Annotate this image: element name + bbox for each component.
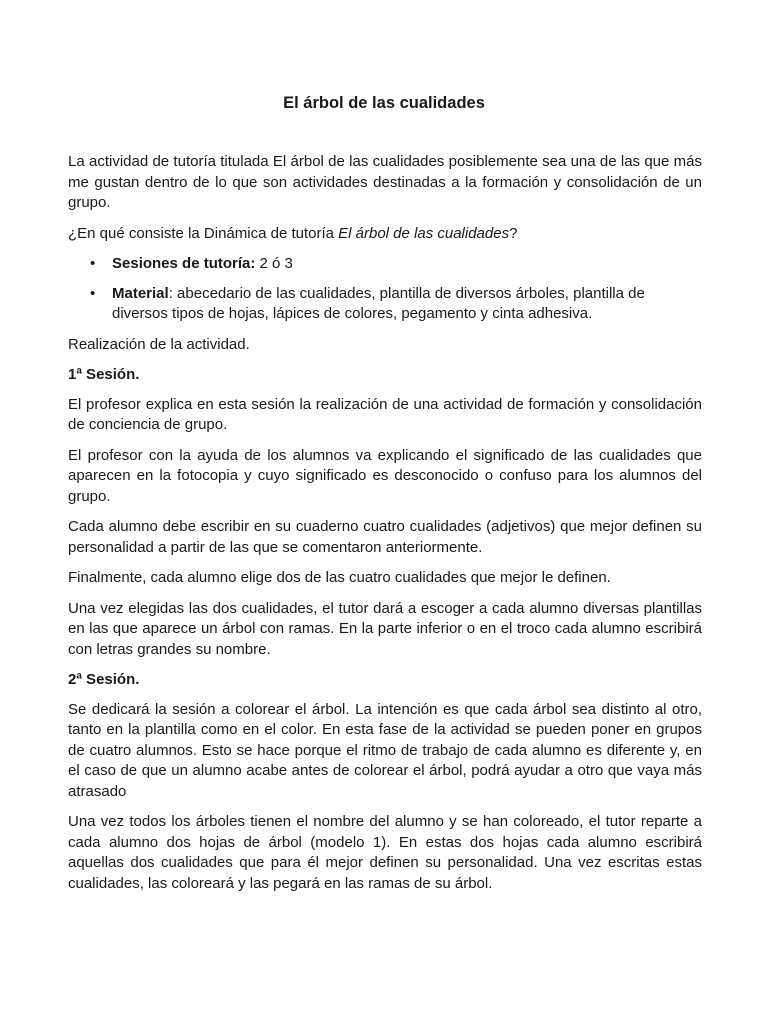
session-2-paragraph: Una vez todos los árboles tienen el nombre del alumno y se han coloreado, el tutor reparte a cada alumno dos hojas de árbol (modelo 1). En estas dos hojas cada alumno escribirá aquellas dos cualidades que para él mejor definen su personalidad. Una vez escritas estas cualidades, las coloreará y las pegará en las ramas de su árbol. [68, 813, 702, 892]
bullet-label: Material [112, 284, 169, 302]
session-1-paragraph: El profesor con la ayuda de los alumnos va explicando el significado de las cualidades que aparecen en la fotocopia y cuyo significado es desconocido o confuso para los alumnos del grupo. [68, 446, 702, 505]
session-1-paragraph: El profesor explica en esta sesión la realización de una actividad de formación y consolidación de conciencia de grupo. [68, 395, 702, 433]
session-1-paragraph: Una vez elegidas las dos cualidades, el tutor dará a escoger a cada alumno diversas plantillas en las que aparece un árbol con ramas. En la parte inferior o en el troco cada alumno escribirá con letras grandes su nombre. [68, 599, 702, 658]
bullet-item-material [68, 284, 702, 325]
bullet-item-sesiones [68, 254, 702, 275]
question-paragraph [68, 224, 702, 245]
bullet-text: : abecedario de las cualidades, plantilla de diversos árboles, plantilla de diversos tipos de hojas, lápices de colores, pegamento y cinta adhesiva. [112, 284, 645, 322]
bullet-icon: • [90, 284, 96, 302]
bullet-label: Sesiones de tutoría: [112, 255, 256, 272]
question-prefix: ¿En qué consiste la Dinámica de tutoría [68, 224, 339, 242]
bullet-text: 2 ó 3 [255, 255, 293, 272]
session-1-heading: 1ª Sesión. [68, 366, 140, 383]
session-2-heading: 2ª Sesión. [68, 671, 140, 688]
session-1-paragraph: Finalmente, cada alumno elige dos de las cuatro cualidades que mejor le definen. [68, 569, 611, 586]
session-1-paragraph: Cada alumno debe escribir en su cuaderno cuatro cualidades (adjetivos) que mejor definen su personalidad a partir de las que se comentaron anteriormente. [68, 518, 702, 556]
question-suffix: ? [509, 224, 518, 242]
session-2-paragraph: Se dedicará la sesión a colorear el árbol. La intención es que cada árbol sea distinto al otro, tanto en la plantilla como en el color. En esta fase de la actividad se pueden poner en grupos de cuatro alumnos. Esto se hace porque el ritmo de trabajo de cada alumno es diferente y, en el caso de que un alumno acabe antes de colorear el árbol, podrá ayudar a otro que vaya más atrasado [68, 700, 702, 800]
document-title: El árbol de las cualidades [283, 94, 485, 112]
bullet-icon: • [90, 255, 96, 272]
question-title-italic: El árbol de las cualidades [338, 224, 510, 242]
document-body [68, 152, 702, 904]
intro-paragraph: La actividad de tutoría titulada El árbol de las cualidades posiblemente sea una de las que más me gustan dentro de lo que son actividades destinadas a la formación y consolidación de un grupo. [68, 153, 702, 211]
bullet-list [68, 254, 702, 325]
realizacion-paragraph: Realización de la actividad. [68, 335, 250, 353]
